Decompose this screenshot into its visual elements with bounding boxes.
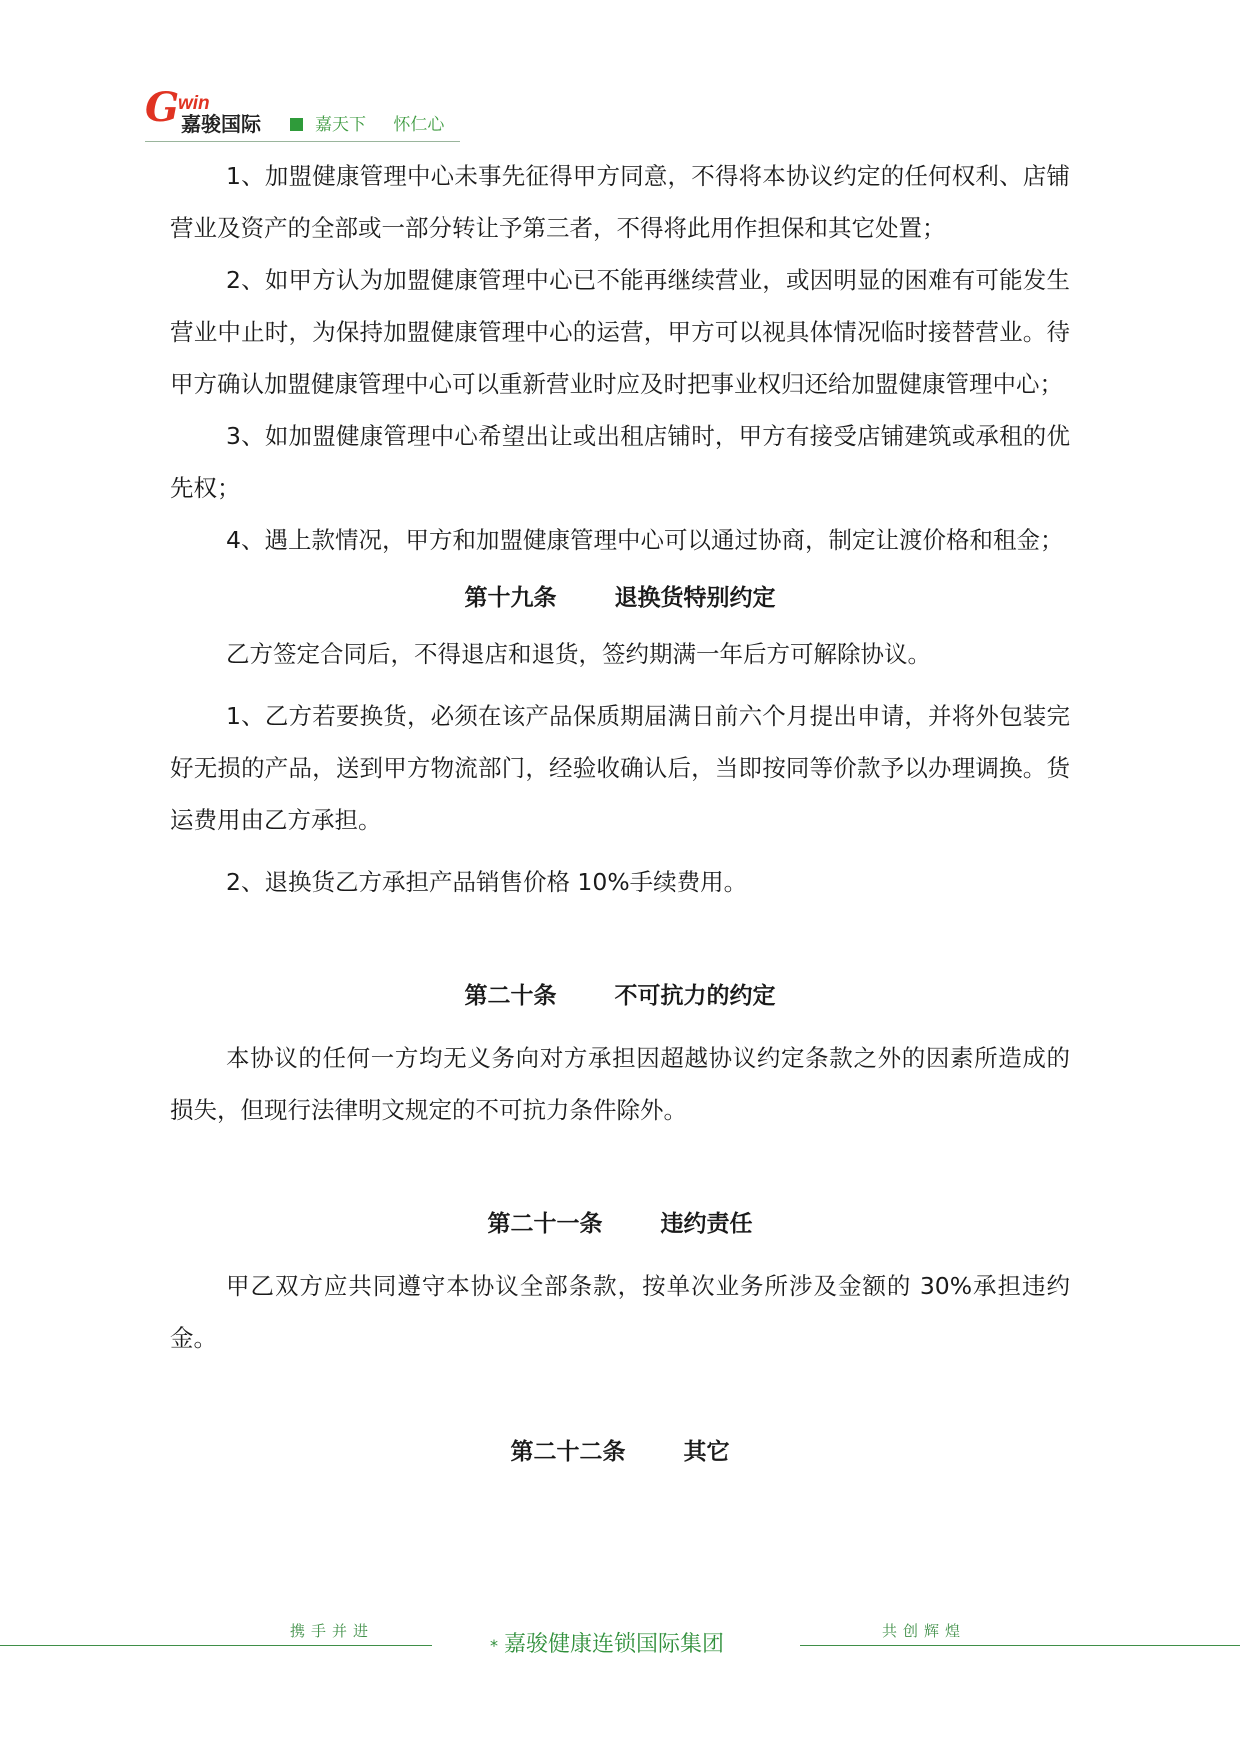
header-slogan: 嘉天下 怀仁心 [315, 115, 445, 135]
section-heading-19 [170, 572, 1070, 624]
paragraph-s21: 甲乙双方应共同遵守本协议全部条款，按单次业务所涉及金额的 30%承担违约金。 [170, 1272, 1070, 1352]
footer-company [490, 1632, 724, 1659]
paragraph-clause-3: 3、如加盟健康管理中心希望出让或出租店铺时，甲方有接受店铺建筑或承租的优先权； [170, 422, 1070, 502]
section-number: 第二十一条 [487, 1211, 603, 1237]
paragraph-clause-4: 4、遇上款情况，甲方和加盟健康管理中心可以通过协商，制定让渡价格和租金； [226, 526, 1064, 554]
footer-right [800, 1620, 1240, 1650]
footer-left-slogan: 携手并进 [290, 1622, 375, 1640]
section-title: 不可抗力的约定 [614, 983, 776, 1009]
paragraph-s19-intro: 乙方签定合同后，不得退店和退货，签约期满一年后方可解除协议。 [226, 640, 931, 668]
section-title: 违约责任 [660, 1211, 753, 1237]
paragraph-s20: 本协议的任何一方均无义务向对方承担因超越协议约定条款之外的因素所造成的损失，但现行法律明文规定的不可抗力条件除外。 [170, 1044, 1070, 1124]
logo-g-letter: G [145, 84, 180, 131]
section-heading-21 [170, 1198, 1070, 1250]
header-divider [145, 141, 460, 142]
paragraph-s19-2: 2、退换货乙方承担产品销售价格 10%手续费用。 [226, 868, 748, 896]
footer-left [0, 1620, 432, 1650]
section-heading-20 [170, 970, 1070, 1022]
section-number: 第二十条 [464, 983, 557, 1009]
section-number: 第二十二条 [510, 1439, 626, 1465]
logo-win-text: win [178, 93, 210, 114]
star-icon: * [490, 1636, 498, 1655]
paragraph-clause-1: 1、加盟健康管理中心未事先征得甲方同意，不得将本协议约定的任何权利、店铺营业及资产的全部或一部分转让予第三者，不得将此用作担保和其它处置； [170, 162, 1070, 242]
section-number: 第十九条 [464, 585, 557, 611]
paragraph-clause-2: 2、如甲方认为加盟健康管理中心已不能再继续营业，或因明显的困难有可能发生营业中止时，为保持加盟健康管理中心的运营，甲方可以视具体情况临时接替营业。待甲方确认加盟健康管理中心可以重新营业时应及时把事业权归还给加盟健康管理中心； [170, 266, 1070, 398]
section-title: 其它 [683, 1439, 730, 1465]
logo-company-name: 嘉骏国际 [181, 112, 261, 136]
footer-right-line [800, 1645, 1240, 1646]
section-title: 退换货特别约定 [614, 585, 776, 611]
footer-company-name: 嘉骏健康连锁国际集团 [504, 1632, 725, 1657]
green-square-icon [290, 118, 303, 131]
footer-left-line [0, 1645, 432, 1646]
page-header [145, 84, 465, 148]
section-heading-22 [170, 1426, 1070, 1478]
footer-right-slogan: 共创辉煌 [882, 1622, 967, 1640]
document-body [170, 150, 1070, 1478]
paragraph-s19-1: 1、乙方若要换货，必须在该产品保质期届满日前六个月提出申请，并将外包装完好无损的产品，送到甲方物流部门，经验收确认后，当即按同等价款予以办理调换。货运费用由乙方承担。 [170, 702, 1070, 834]
